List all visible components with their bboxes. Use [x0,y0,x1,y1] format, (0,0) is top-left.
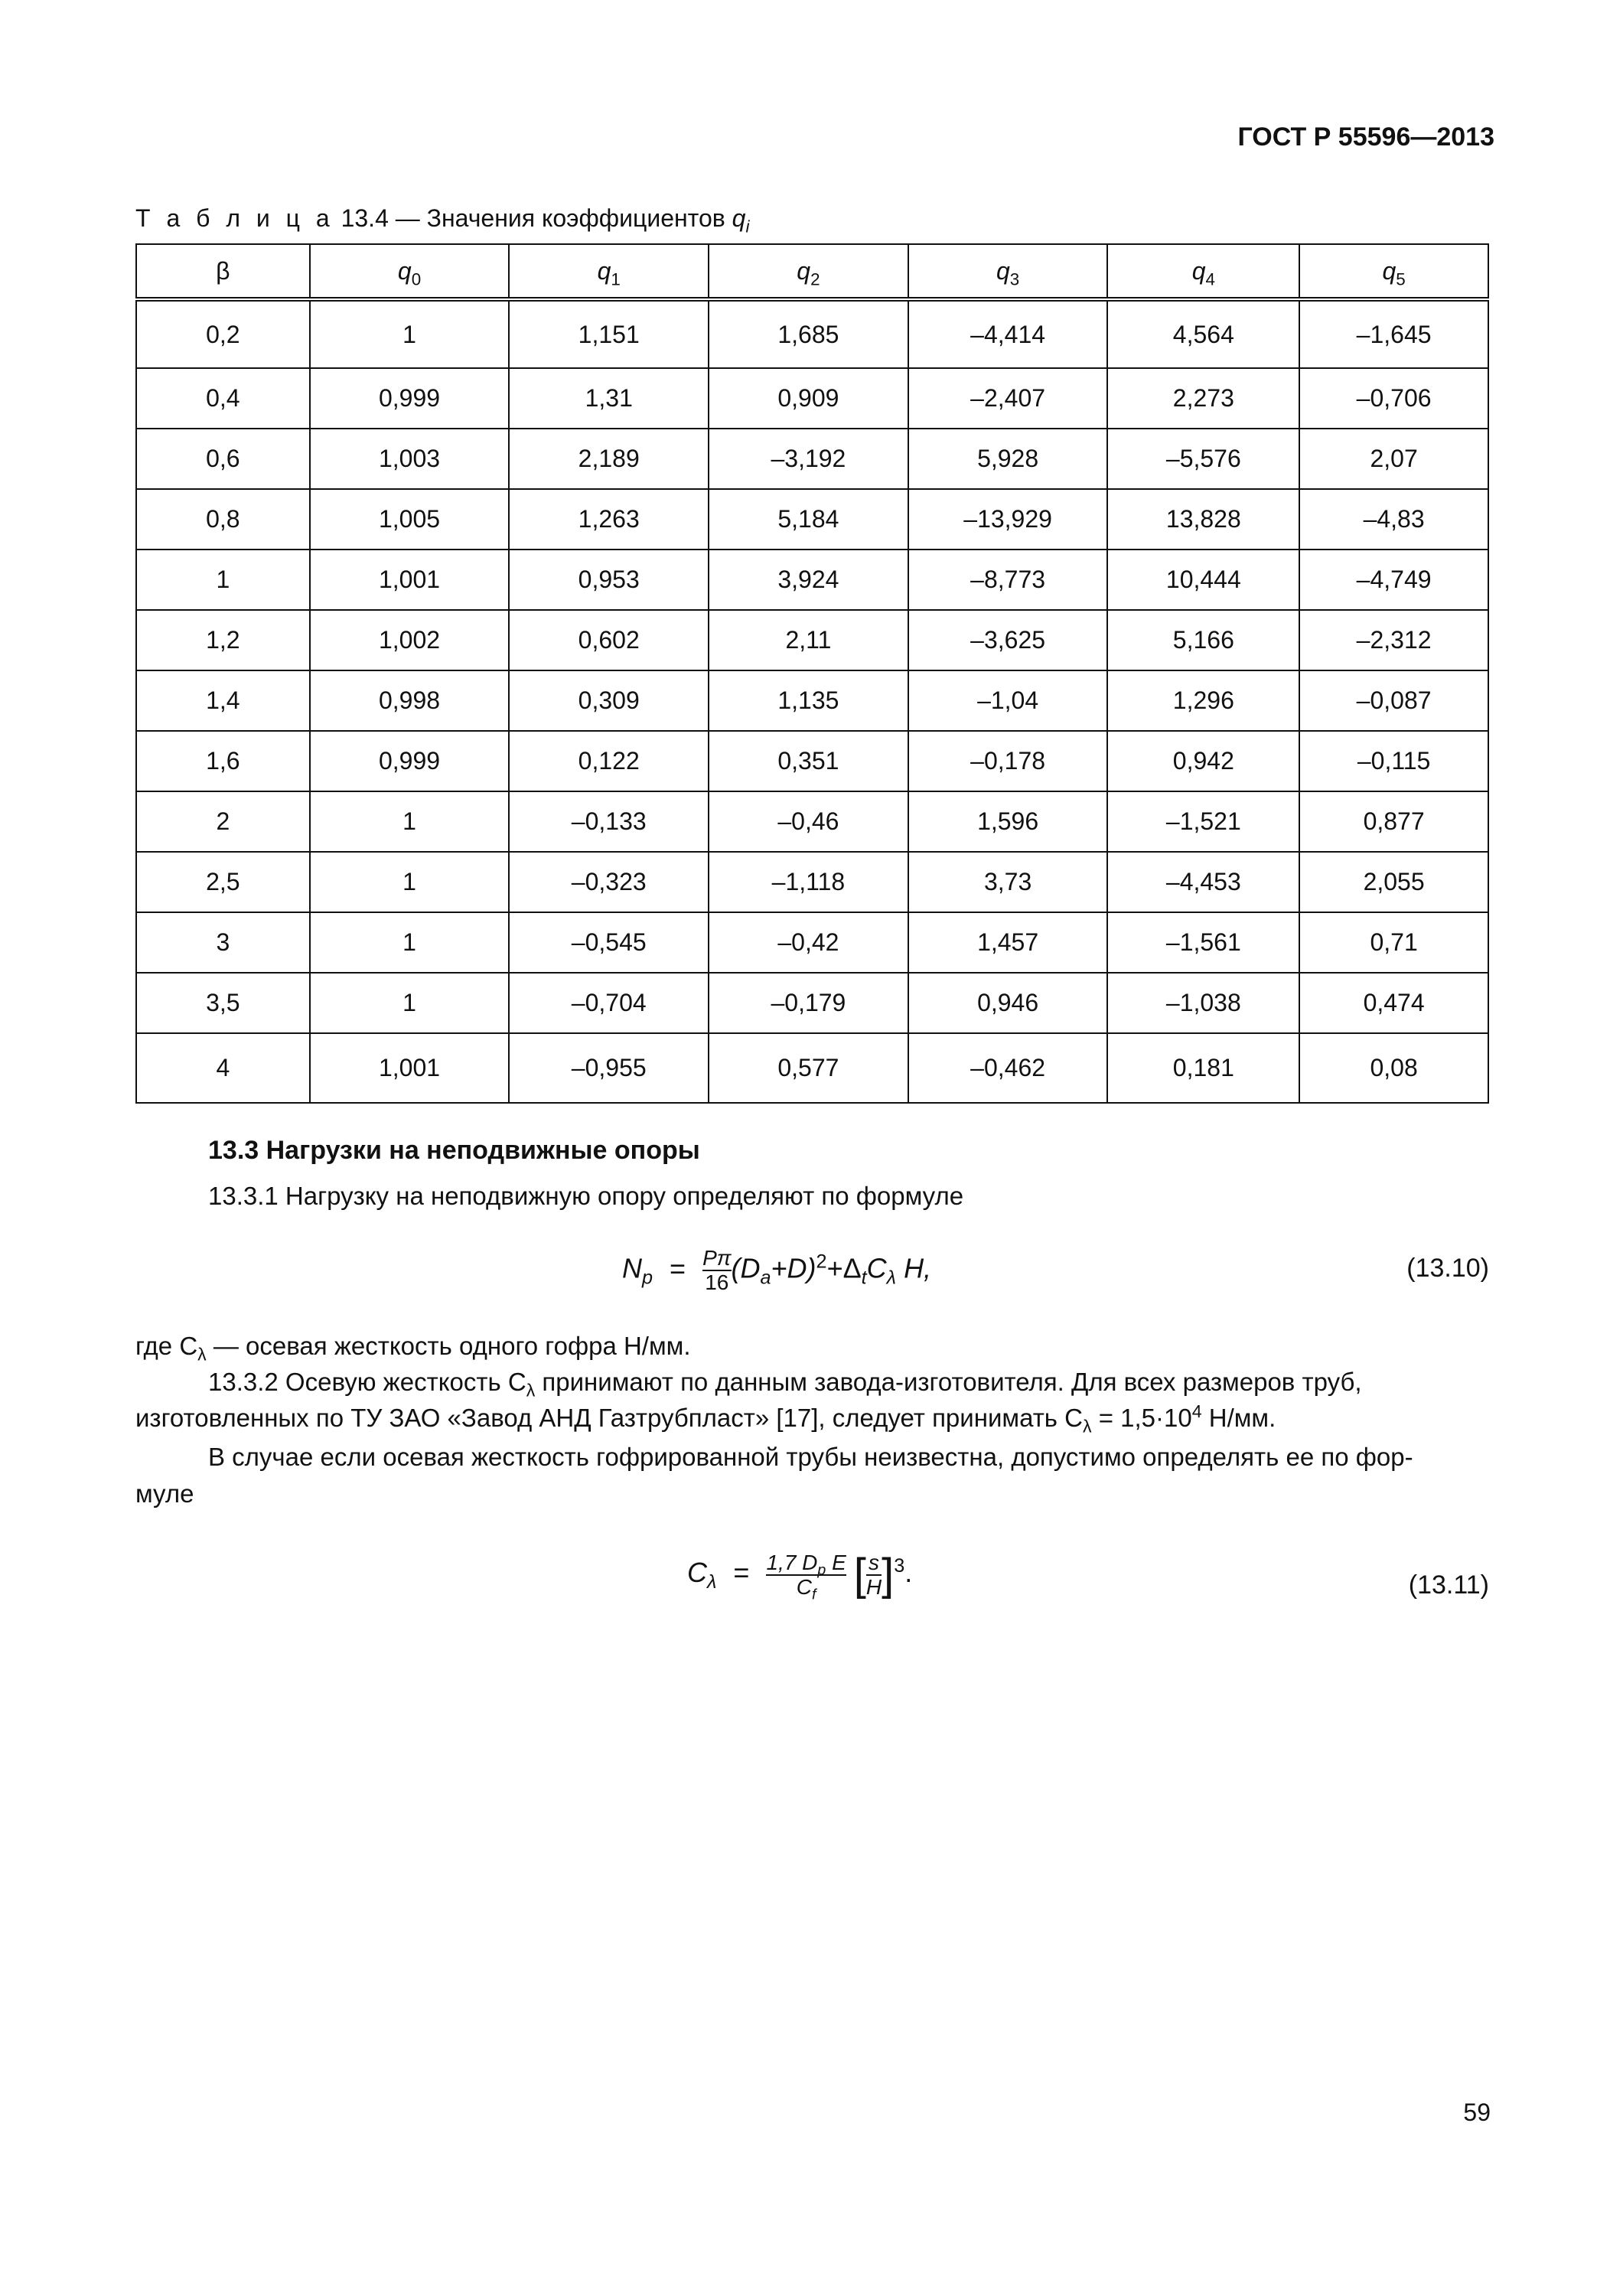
table-cell: –0,46 [709,791,908,852]
table-cell: 1,002 [310,610,510,670]
table-cell: 1,263 [509,489,709,550]
table-cell: 0,6 [136,429,310,489]
table-cell: –4,453 [1107,852,1299,912]
table-cell: 0,122 [509,731,709,791]
table-cell: 2 [136,791,310,852]
table-cell: –1,521 [1107,791,1299,852]
paragraph-formula-word: муле [135,1479,194,1508]
table-row [136,1033,1488,1103]
table-cell: –4,83 [1299,489,1488,550]
table-cell: 1,135 [709,670,908,731]
header-q2: $q_2$ [709,244,908,299]
table-cell: 1,003 [310,429,510,489]
table-cell: –1,038 [1107,973,1299,1033]
table-cell: –1,118 [709,852,908,912]
table-cell: 1,001 [310,550,510,610]
table-cell: 1,4 [136,670,310,731]
table-cell: 1,296 [1107,670,1299,731]
table-cell: 13,828 [1107,489,1299,550]
table-cell: –1,04 [908,670,1108,731]
table-cell: –0,178 [908,731,1108,791]
table-row [136,429,1488,489]
paragraph-13-3-1: 13.3.1 Нагрузку на неподвижную опору определяют по формуле [208,1182,964,1210]
table-row [136,731,1488,791]
table-row [136,912,1488,973]
table-cell: –0,133 [509,791,709,852]
paragraph-unknown: В случае если осевая жесткость гофрированной трубы неизвестна, допустимо определять ее по фор- [208,1443,1413,1471]
table-cell: –0,42 [709,912,908,973]
formula-13-11-inner-fraction: $\frac{s}{H}$ [865,1550,882,1599]
table-caption-text: 13.4 — Значения коэффициентов [341,204,725,232]
table-cell: 2,055 [1299,852,1488,912]
table-row [136,299,1488,368]
table-cell: 0,999 [310,368,510,429]
table-cell: –5,576 [1107,429,1299,489]
section-title: 13.3 Нагрузки на неподвижные опоры [208,1136,700,1165]
table-cell: –4,414 [908,299,1108,368]
table-cell: 0,577 [709,1033,908,1103]
table-cell: 0,474 [1299,973,1488,1033]
header-q3: $q_3$ [908,244,1108,299]
table-cell: –0,955 [509,1033,709,1103]
table-cell: 0,953 [509,550,709,610]
table-cell: 1 [136,550,310,610]
table-caption-subscript: i [745,217,750,236]
table-cell: 0,602 [509,610,709,670]
table-cell: –0,115 [1299,731,1488,791]
table-cell: 1,685 [709,299,908,368]
table-cell: 1 [310,791,510,852]
table-cell: 1,596 [908,791,1108,852]
table-cell: –0,706 [1299,368,1488,429]
coefficients-table [135,243,1489,1104]
table-cell: 5,166 [1107,610,1299,670]
header-q1: $q_1$ [509,244,709,299]
table-cell: 0,999 [310,731,510,791]
header-beta: β [136,244,310,299]
page-number: 59 [1463,2099,1491,2126]
table-caption-symbol: q [732,204,746,232]
formula-13-10: $N_p$ = $\frac{P\pi}{16}$ $(D_a+D)^2+\Delta_tC_\lambda$ H, [622,1246,932,1294]
table-row [136,791,1488,852]
table-cell: –1,645 [1299,299,1488,368]
table-cell: 1,31 [509,368,709,429]
formula-13-11: $C_\lambda$ = $\frac{1,7 D_p E}{C_f}$ [ $\frac{s}{H}$ ]$^3$. [687,1550,913,1603]
table-cell: 0,351 [709,731,908,791]
table-cell: 4 [136,1033,310,1103]
table-cell: 0,309 [509,670,709,731]
table-cell: –0,704 [509,973,709,1033]
table-row [136,550,1488,610]
table-cell: 1,151 [509,299,709,368]
table-cell: –0,179 [709,973,908,1033]
table-cell: 1 [310,912,510,973]
table-row [136,489,1488,550]
table-cell: 0,71 [1299,912,1488,973]
table-cell: 2,11 [709,610,908,670]
table-cell: 0,877 [1299,791,1488,852]
table-cell: 2,07 [1299,429,1488,489]
table-cell: 0,08 [1299,1033,1488,1103]
table-cell: 1,001 [310,1033,510,1103]
equation-number-13-10: (13.10) [1406,1254,1489,1283]
paragraph-13-3-2: 13.3.2 Осевую жесткость $C_\lambda$ принимают по данным завода-изготовителя. Для всех размеров труб, [208,1368,1362,1401]
table-cell: –8,773 [908,550,1108,610]
table-cell: –13,929 [908,489,1108,550]
table-cell: 0,2 [136,299,310,368]
table-cell: 0,8 [136,489,310,550]
table-cell: 1,005 [310,489,510,550]
table-row [136,973,1488,1033]
table-cell: –0,545 [509,912,709,973]
table-cell: 1 [310,973,510,1033]
table-cell: –0,462 [908,1033,1108,1103]
table-cell: 2,5 [136,852,310,912]
table-cell: 4,564 [1107,299,1299,368]
table-caption-prefix: Т а б л и ц а [135,204,334,232]
equation-number-13-11: (13.11) [1408,1570,1489,1600]
header-q0: $q_0$ [310,244,510,299]
table-cell: 2,189 [509,429,709,489]
table-cell: –4,749 [1299,550,1488,610]
table-header-row [136,244,1488,299]
table-cell: 3,924 [709,550,908,610]
table-row [136,368,1488,429]
table-cell: 3 [136,912,310,973]
table-cell: 2,273 [1107,368,1299,429]
table-cell: 1,457 [908,912,1108,973]
table-cell: –1,561 [1107,912,1299,973]
table-cell: 1 [310,299,510,368]
formula-13-10-fraction: $\frac{P\pi}{16}$ [702,1246,732,1294]
table-cell: 3,73 [908,852,1108,912]
table-cell: 0,181 [1107,1033,1299,1103]
table-cell: –3,192 [709,429,908,489]
paragraph-tu: изготовленных по ТУ ЗАО «Завод АНД Газтрубпласт» [17], следует принимать $C_\lambda = 1,5\cdot 10^4$ Н/мм. [135,1401,1276,1437]
header-q5: $q_5$ [1299,244,1488,299]
table-caption [135,204,750,236]
table-cell: –0,087 [1299,670,1488,731]
table-cell: 5,184 [709,489,908,550]
document-code: ГОСТ Р 55596—2013 [1237,122,1494,152]
table-row [136,852,1488,912]
table-cell: 0,4 [136,368,310,429]
table-cell: 1,6 [136,731,310,791]
table-cell: 0,909 [709,368,908,429]
table-cell: 0,942 [1107,731,1299,791]
table-cell: –3,625 [908,610,1108,670]
table-row [136,670,1488,731]
table-row [136,610,1488,670]
table-cell: –2,407 [908,368,1108,429]
table-cell: 5,928 [908,429,1108,489]
table-cell: –0,323 [509,852,709,912]
table-cell: 0,998 [310,670,510,731]
header-q4: $q_4$ [1107,244,1299,299]
table-cell: 1 [310,852,510,912]
table-cell: 10,444 [1107,550,1299,610]
paragraph-where: где $C_\lambda$ — осевая жесткость одного гофра Н/мм. [135,1332,691,1365]
table-cell: 3,5 [136,973,310,1033]
table-cell: –2,312 [1299,610,1488,670]
table-cell: 1,2 [136,610,310,670]
table-cell: 0,946 [908,973,1108,1033]
formula-13-11-fraction: $\frac{1,7 D_p E}{C_f}$ [766,1550,846,1603]
